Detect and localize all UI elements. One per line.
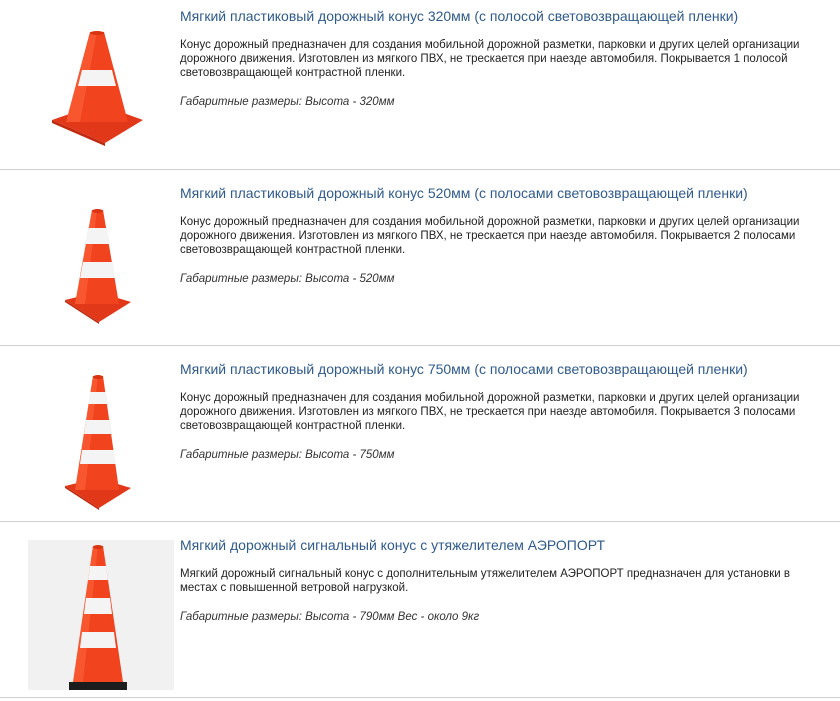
product-item — [0, 170, 840, 346]
product-content — [180, 361, 830, 462]
product-image[interactable] — [20, 544, 175, 690]
product-item — [0, 346, 840, 522]
product-title-link[interactable]: Мягкий пластиковый дорожный конус 520мм (с полосами световозвращающей пленки) — [180, 185, 748, 201]
product-image[interactable] — [20, 208, 175, 324]
product-title-link[interactable]: Мягкий пластиковый дорожный конус 320мм (с полосой световозвращающей пленки) — [180, 8, 739, 24]
product-dimensions: Габаритные размеры: Высота - 320мм — [180, 96, 395, 108]
product-dimensions: Габаритные размеры: Высота - 790мм Вес - около 9кг — [180, 611, 480, 623]
traffic-cone-520-icon — [63, 208, 133, 324]
product-dimensions: Габаритные размеры: Высота - 520мм — [180, 273, 395, 285]
product-description: Конус дорожный предназначен для создания мобильной дорожной разметки, парковки и других целей организации дорожного движения. Изготовлен из мягкого ПВХ, не трескается при наезде автомобиля. Покрывается 2 полосами световозвращающей контрастной пленки. — [180, 216, 800, 256]
traffic-cone-750-icon — [63, 374, 133, 510]
product-image[interactable] — [20, 30, 175, 146]
product-description: Конус дорожный предназначен для создания мобильной дорожной разметки, парковки и других целей организации дорожного движения. Изготовлен из мягкого ПВХ, не трескается при наезде автомобиля. Покрывается 1 полосой световозвращающей контрастной пленки. — [180, 39, 800, 79]
product-description: Мягкий дорожный сигнальный конус с дополнительным утяжелителем АЭРОПОРТ предназначен для установки в местах с повышенной ветровой нагрузкой. — [180, 568, 791, 594]
product-description: Конус дорожный предназначен для создания мобильной дорожной разметки, парковки и других целей организации дорожного движения. Изготовлен из мягкого ПВХ, не трескается при наезде автомобиля. Покрывается 3 полосами световозвращающей контрастной пленки. — [180, 392, 800, 432]
traffic-cone-airport-icon — [68, 544, 128, 690]
product-content — [180, 537, 830, 624]
product-item — [0, 0, 840, 170]
product-item — [0, 522, 840, 698]
traffic-cone-320-icon — [50, 30, 145, 146]
product-title-link[interactable]: Мягкий пластиковый дорожный конус 750мм (с полосами световозвращающей пленки) — [180, 361, 748, 377]
product-content — [180, 185, 830, 286]
product-image[interactable] — [20, 374, 175, 510]
product-content — [180, 8, 830, 109]
product-title-link[interactable]: Мягкий дорожный сигнальный конус с утяжелителем АЭРОПОРТ — [180, 537, 606, 553]
product-dimensions: Габаритные размеры: Высота - 750мм — [180, 449, 395, 461]
